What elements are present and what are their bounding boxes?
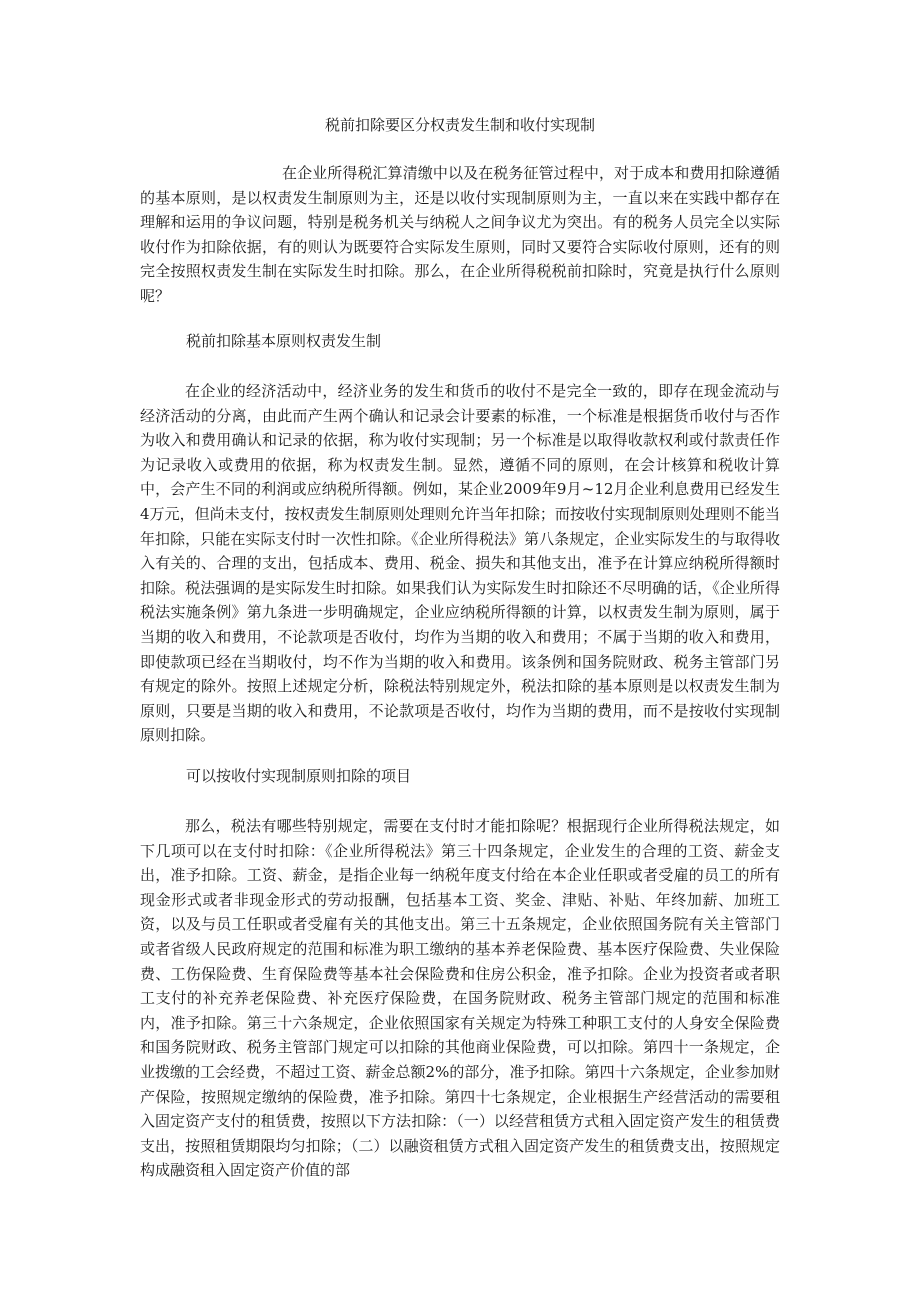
document-title: 税前扣除要区分权责发生制和收付实现制 <box>324 116 595 134</box>
cash-basis-paragraph: 那么，税法有哪些特别规定，需要在支付时才能扣除呢？根据现行企业所得税法规定，如下几项可以在支付时扣除：《企业所得税法》第三十四条规定，企业发生的合理的工资、薪金支出，准予扣除。工资、薪金，是指企业每一纳税年度支付给在本企业任职或者受雇的员工的所有现金形式或者非现金形式的劳动报酬，包括基本工资、奖金、津贴、补贴、年终加薪、加班工资，以及与员工任职或者受雇有关的其他支出。第三十五条规定，企业依照国务院有关主管部门或者省级人民政府规定的范围和标准为职工缴纳的基本养老保险费、基本医疗保险费、失业保险费、工伤保险费、生育保险费等基本社会保险费和住房公积金，准予扣除。企业为投资者或者职工支付的补充养老保险费、补充医疗保险费，在国务院财政、税务主管部门规定的范围和标准内，准予扣除。第三十六条规定，企业依照国家有关规定为特殊工种职工支付的人身安全保险费和国务院财政、税务主管部门规定可以扣除的其他商业保险费，可以扣除。第四十一条规定，企业拨缴的工会经费，不超过工资、薪金总额2%的部分，准予扣除。第四十六条规定，企业参加财产保险，按照规定缴纳的保险费，准予扣除。第四十七条规定，企业根据生产经营活动的需要租入固定资产支付的租赁费，按照以下方法扣除：（一）以经营租赁方式租入固定资产发生的租赁费支出，按照租赁期限均匀扣除；（二）以融资租赁方式租入固定资产发生的租赁费支出，按照规定构成融资租入固定资产价值的部 <box>140 817 780 1180</box>
section-heading-cash-basis: 可以按收付实现制原则扣除的项目 <box>186 767 412 785</box>
intro-paragraph: 在企业所得税汇算清缴中以及在税务征管过程中，对于成本和费用扣除遵循的基本原则，是以权责发生制原则为主，还是以收付实现制原则为主，一直以来在实践中都存在理解和运用的争议问题，特别是税务机关与纳税人之间争议尤为突出。有的税务人员完全以实际收付作为扣除依据，有的则认为既要符合实际发生原则，同时又要符合实际收付原则，还有的则完全按照权责发生制在实际发生时扣除。那么，在企业所得税税前扣除时，究竟是执行什么原则呢？ <box>140 164 780 305</box>
accrual-paragraph: 在企业的经济活动中，经济业务的发生和货币的收付不是完全一致的，即存在现金流动与经济活动的分离，由此而产生两个确认和记录会计要素的标准，一个标准是根据货币收付与否作为收入和费用确认和记录的依据，称为收付实现制；另一个标准是以取得收款权利或付款责任作为记录收入或费用的依据，称为权责发生制。显然，遵循不同的原则，在会计核算和税收计算中，会产生不同的利润或应纳税所得额。例如，某企业2009年9月~12月企业利息费用已经发生4万元，但尚未支付，按权责发生制原则处理则允许当年扣除；而按收付实现制原则处理则不能当年扣除，只能在实际支付时一次性扣除。《企业所得税法》第八条规定，企业实际发生的与取得收入有关的、合理的支出，包括成本、费用、税金、损失和其他支出，准予在计算应纳税所得额时扣除。税法强调的是实际发生时扣除。如果我们认为实际发生时扣除还不尽明确的话，《企业所得税法实施条例》第九条进一步明确规定，企业应纳税所得额的计算，以权责发生制为原则，属于当期的收入和费用，不论款项是否收付，均作为当期的收入和费用；不属于当期的收入和费用，即使款项已经在当期收付，均不作为当期的收入和费用。该条例和国务院财政、税务主管部门另有规定的除外。按照上述规定分析，除税法特别规定外，税法扣除的基本原则是以权责发生制为原则，只要是当期的收入和费用，不论款项是否收付，均作为当期的费用，而不是按收付实现制原则扣除。 <box>140 382 780 745</box>
section-heading-accrual: 税前扣除基本原则权责发生制 <box>186 332 382 350</box>
